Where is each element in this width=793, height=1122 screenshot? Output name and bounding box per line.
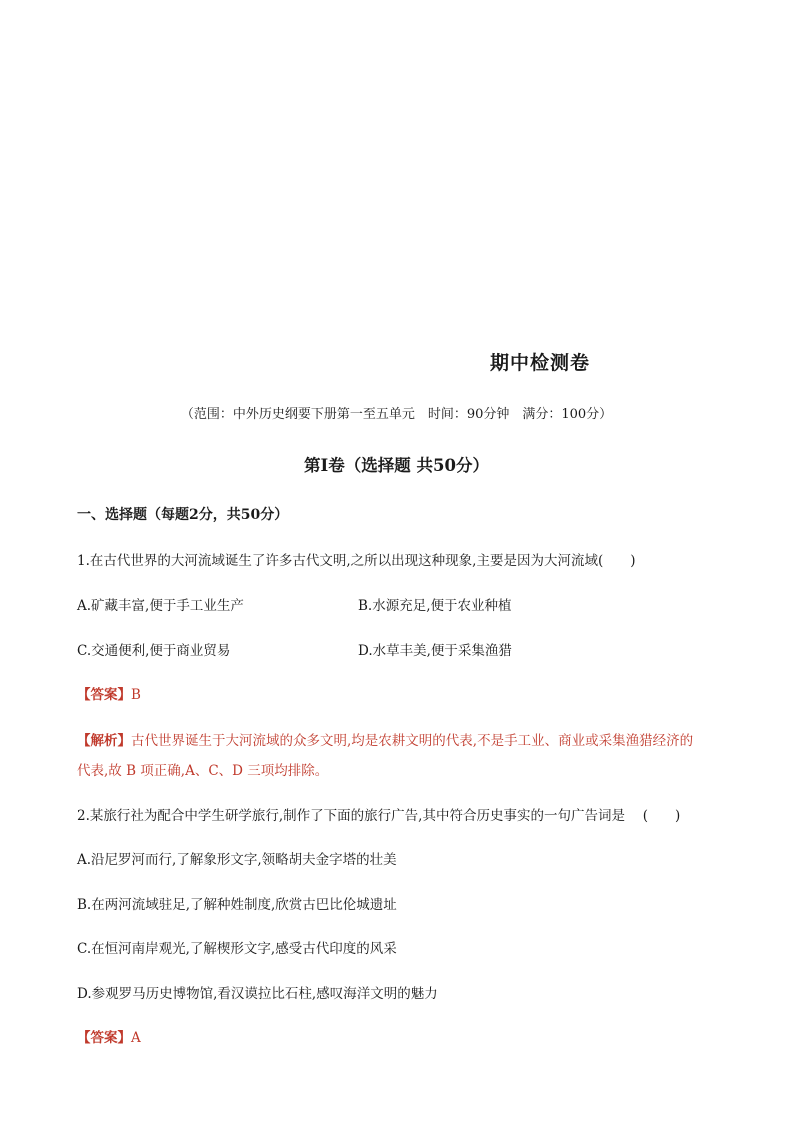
question-2-option-c: C.在恒河南岸观光,了解楔形文字,感受古代印度的风采	[77, 941, 397, 957]
question-1-option-c: C.交通便利,便于商业贸易	[77, 643, 231, 659]
question-1-stem: 1.在古代世界的大河流域诞生了许多古代文明,之所以出现这种现象,主要是因为大河流域( )	[77, 553, 636, 569]
question-1-explanation-line-2: 代表,故 B 项正确,A、C、D 三项均排除。	[77, 763, 329, 779]
page-title: 期中检测卷	[489, 352, 590, 374]
answer-value: A	[131, 1030, 141, 1046]
question-2-option-b: B.在两河流域驻足,了解种姓制度,欣赏古巴比伦城遗址	[77, 897, 397, 913]
question-2-option-a: A.沿尼罗河而行,了解象形文字,领略胡夫金字塔的壮美	[77, 852, 397, 868]
question-2-answer	[77, 1030, 141, 1046]
question-1-explanation-line-1	[77, 733, 693, 749]
section-heading: 一、选择题（每题2分，共50分）	[77, 507, 289, 523]
exam-scope-info: （范围：中外历史纲要下册第一至五单元 时间：90分钟 满分：100分）	[180, 407, 613, 422]
explanation-label: 【解析】	[77, 733, 131, 749]
answer-label: 【答案】	[77, 1030, 131, 1046]
answer-value: B	[131, 687, 141, 703]
question-1-answer	[77, 687, 141, 703]
question-2-option-d: D.参观罗马历史博物馆,看汉谟拉比石柱,感叹海洋文明的魅力	[77, 986, 438, 1002]
question-1-option-d: D.水草丰美,便于采集渔猎	[358, 643, 512, 659]
explanation-text: 古代世界诞生于大河流域的众多文明,均是农耕文明的代表,不是手工业、商业或采集渔猎经济的	[131, 733, 694, 749]
question-1-option-a: A.矿藏丰富,便于手工业生产	[77, 598, 244, 614]
question-2-stem: 2.某旅行社为配合中学生研学旅行,制作了下面的旅行广告,其中符合历史事实的一句广告词是 ( )	[77, 808, 681, 824]
answer-label: 【答案】	[77, 687, 131, 703]
question-1-option-b: B.水源充足,便于农业种植	[358, 598, 512, 614]
part-heading: 第I卷（选择题 共50分）	[304, 456, 489, 475]
